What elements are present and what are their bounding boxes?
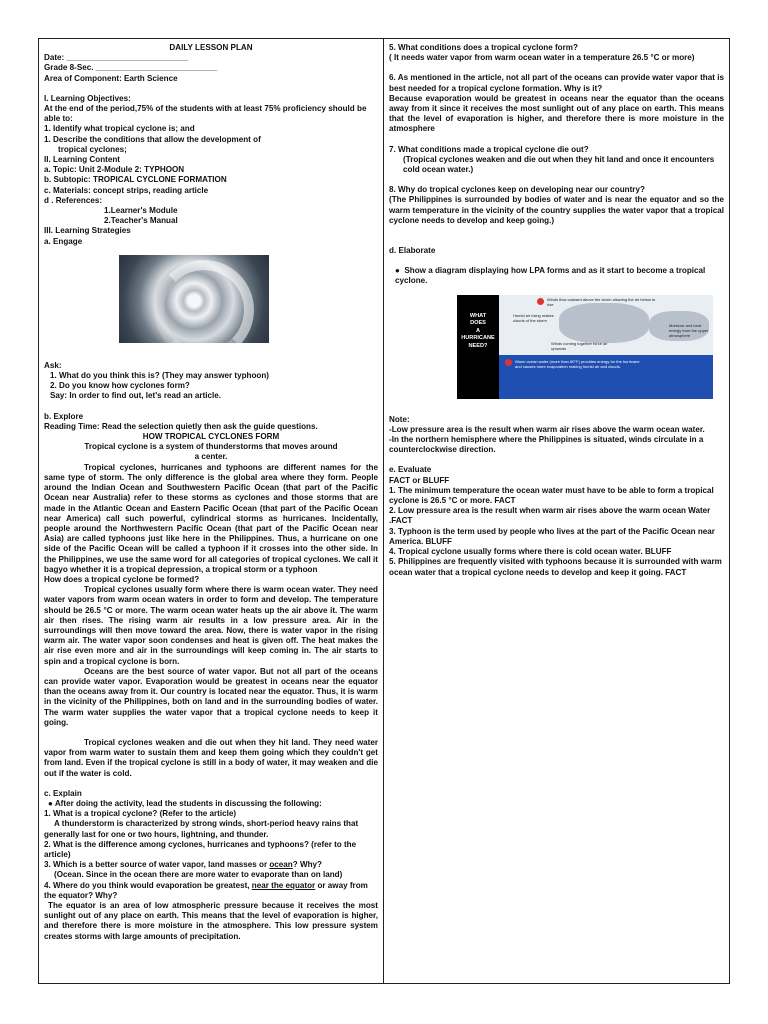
article-para-2: Tropical cyclones usually form where there is warm ocean water. They need water vapors from warm ocean waters in order to form and develop. The temperature should be 26.5 °C or more. The warm ocean water heats up the air above it. The warm air then rises. The rising warm air results in a low pressure area. Air in the surroundings will then move toward the area. Now, there is water vapor in the rising warm air. The water vapor soon condenses and heat is given off. The heat makes the air rise even more and air in the surroundings will keep coming in. The air starts to spin and a tropical cyclone is born. [44,585,381,666]
doc-title: DAILY LESSON PLAN [169,43,253,52]
objective-2: 1. Describe the conditions that allow the development of [44,134,261,144]
explore-title: b. Explore [44,411,84,421]
article-para-4: Tropical cyclones weaken and die out when they hit land. They need water vapor from warm water to sustain them and keep them going which they couldn't get from land. Even if the tropical cyclone is still in a body of water, it may weaken and die out if the water is cold. [44,737,381,778]
article-question: How does a tropical cyclone be formed? [44,574,200,584]
date-field: Date: ___________________________ [44,53,189,63]
question-8: 8. Why do tropical cyclones keep on developing near our country? [389,185,645,195]
note-1: -Low pressure area is the result when warm air rises above the warm ocean water. [389,424,705,434]
answer-7: (Tropical cyclones weaken and die out when they hit land and once it encounters cold ocean water.) [403,154,717,175]
ask-q2: 2. Do you know how cyclones form? [50,381,190,391]
objective-1: 1. Identify what tropical cyclone is; and [44,124,195,134]
content-materials: c. Materials: concept strips, reading article [44,185,209,195]
answer-5: ( It needs water vapor from warm ocean water in a temperature 26.5 °C or more) [389,53,695,63]
article-para-3: Oceans are the best source of water vapor. But not all part of the oceans can provide water vapor. Evaporation would be greatest in oceans near the equator than the oceans away from it. Our country is located near the equator. Thus, it is warm in the vicinity of the Philippines, both on land and in the surrounding bodies of water. The warm water supplies the water vapor that a tropical cyclone needs to keep it going. [44,666,381,727]
explain-q3: 3. Which is a better source of water vapor, land masses or ocean? Why? [44,860,322,870]
note-title: Note: [389,414,410,424]
reference-1: 1.Learner's Module [104,206,178,216]
hurricane-diagram [457,295,713,399]
right-column [384,39,729,983]
say-line: Say: In order to find out, let's read an article. [50,391,222,401]
question-7: 7. What conditions made a tropical cyclone die out? [389,144,589,154]
question-5: 5. What conditions does a tropical cyclone form? [389,43,578,52]
ask-q1: 1. What do you think this is? (They may answer typhoon) [50,371,270,381]
elaborate-title: d. Elaborate [389,246,436,256]
answer-8: (The Philippines is surrounded by bodies of water and is near the equator and so the warm temperature in the vicinity of the country supplies the water vapor that a tropical cyclone needs to develop and keep going.) [389,195,727,225]
diagram-sky: Winds flow outward above the storm allowing the air below to rise Humid air rising makes clouds of the storm Winds coming together force air upwards Moisture and heat energy from the upper atmosphere [499,295,713,355]
explain-a4: The equator is an area of low atmospheric pressure because it receives the most sunlight out of any place on earth. This means that the level of evaporation is higher, and therefore there is more moisture in the atmosphere. This low pressure system creates storms with large amounts of precipitation. [44,901,381,941]
evaluate-item-4: 4. Tropical cyclone usually forms where there is cold ocean water. BLUFF [389,547,672,557]
strategies-title: III. Learning Strategies [44,226,131,236]
diagram-ocean: Warm ocean water (more than 80°F) provides energy for the hurricane and causes more evaporation making humid air and clouds. [499,355,713,399]
explain-q4: 4. Where do you think would evaporation be greatest, near the equator or away from the equator? Why? [44,880,371,900]
explain-title: c. Explain [44,788,82,798]
evaluate-item-3: 3. Typhoon is the term used by people who lives at the part of the Pacific Ocean near America. BLUFF [389,526,717,546]
question-6: 6. As mentioned in the article, not all part of the oceans can provide water vapor that is best needed for a tropical cyclone formation. Why is it? [389,73,727,93]
engage-title: a. Engage [44,236,83,246]
article-title: HOW TROPICAL CYCLONES FORM [142,432,280,442]
note-2: -In the northern hemisphere where the Philippines is situated, winds circulate in a [389,435,704,445]
note-3: counterclockwise direction. [389,445,496,455]
typhoon-satellite-image [119,255,269,343]
evaluate-subtitle: FACT or BLUFF [389,475,450,485]
article-para-1: Tropical cyclones, hurricanes and typhoons are different names for the same type of storm. The only difference is the global area where they form. People around the Indian Ocean and Southwestern Pacific Ocean (that part of the Pacific Ocean near Australia) refer to these storms as cyclones and those storms that are made in the Atlantic Ocean and Eastern Pacific Ocean (that part of the Pacific Ocean near America) call such powerful, cylindrical storms as hurricanes. Incidentally, people around the Northwestern Pacific Ocean (that part of the Pacific Ocean near Asia) are called typhoons just like here in the Philippines. Thus, a hurricane on one side of the Pacific Ocean will be called a typhoon if it crosses into the other side. In the Philippines, we use the same word for all categories of tropical cyclones. We call it bagyo whether it is a tropical depression, a tropical storm or a typhoon [44,462,381,574]
evaluate-title: e. Evaluate [389,465,432,475]
explain-q1: 1. What is a tropical cyclone? (Refer to the article) [44,809,237,819]
content-topic: a. Topic: Unit 2-Module 2: TYPHOON [44,165,185,175]
objectives-title: I. Learning Objectives: [44,93,131,103]
article-definition: Tropical cyclone is a system of thunderstorms that moves around a center. [84,442,340,462]
answer-6: Because evaporation would be greatest in oceans near the equator than the oceans away from it since it receives the most sunlight out of any place on earth. This means that the level of evaporation is higher, and therefore there is more moisture in the atmosphere [389,93,727,134]
lesson-plan-page [38,38,730,984]
evaluate-item-5: 5. Philippines are frequently visited with typhoons because it is surrounded with warm ocean water that a tropical cyclone needs to develop and keep it going. FACT [389,557,725,577]
area-field: Area of Component: Earth Science [44,73,178,83]
diagram-side-title: WHAT DOES A HURRICANE NEED? [457,295,499,399]
content-subtopic: b. Subtopic: TROPICAL CYCLONE FORMATION [44,175,227,185]
content-title: II. Learning Content [44,155,120,165]
objective-2-cont: tropical cyclones; [58,144,127,154]
explain-intro: ● After doing the activity, lead the students in discussing the following: [48,798,322,808]
grade-field: Grade 8-Sec. ___________________________ [44,63,218,73]
explore-intro: Reading Time: Read the selection quietly then ask the guide questions. [44,421,318,431]
explain-a1: A thunderstorm is characterized by strong winds, short-period heavy rains that generally last for one or two hours, lightning, and thunder. [44,819,361,839]
ask-label: Ask: [44,360,62,370]
evaluate-item-2: 2. Low pressure area is the result when warm air rises above the warm ocean Water .FACT [389,506,713,526]
objectives-intro: At the end of the period,75% of the students with at least 75% proficiency should be able to: [44,104,369,124]
elaborate-item: ● Show a diagram displaying how LPA forms and as it start to become a tropical cyclone. [395,266,708,286]
explain-a3: (Ocean. Since in the ocean there are more water to evaporate than on land) [54,870,343,880]
evaluate-item-1: 1. The minimum temperature the ocean water must have to be able to form a tropical cyclone is 26.5 °C or more. FACT [389,485,716,506]
left-column [39,39,384,983]
explain-q2: 2. What is the difference among cyclones, hurricanes and typhoons? (refer to the article) [44,839,359,859]
content-references: d . References: [44,195,103,205]
reference-2: 2.Teacher's Manual [104,216,178,226]
